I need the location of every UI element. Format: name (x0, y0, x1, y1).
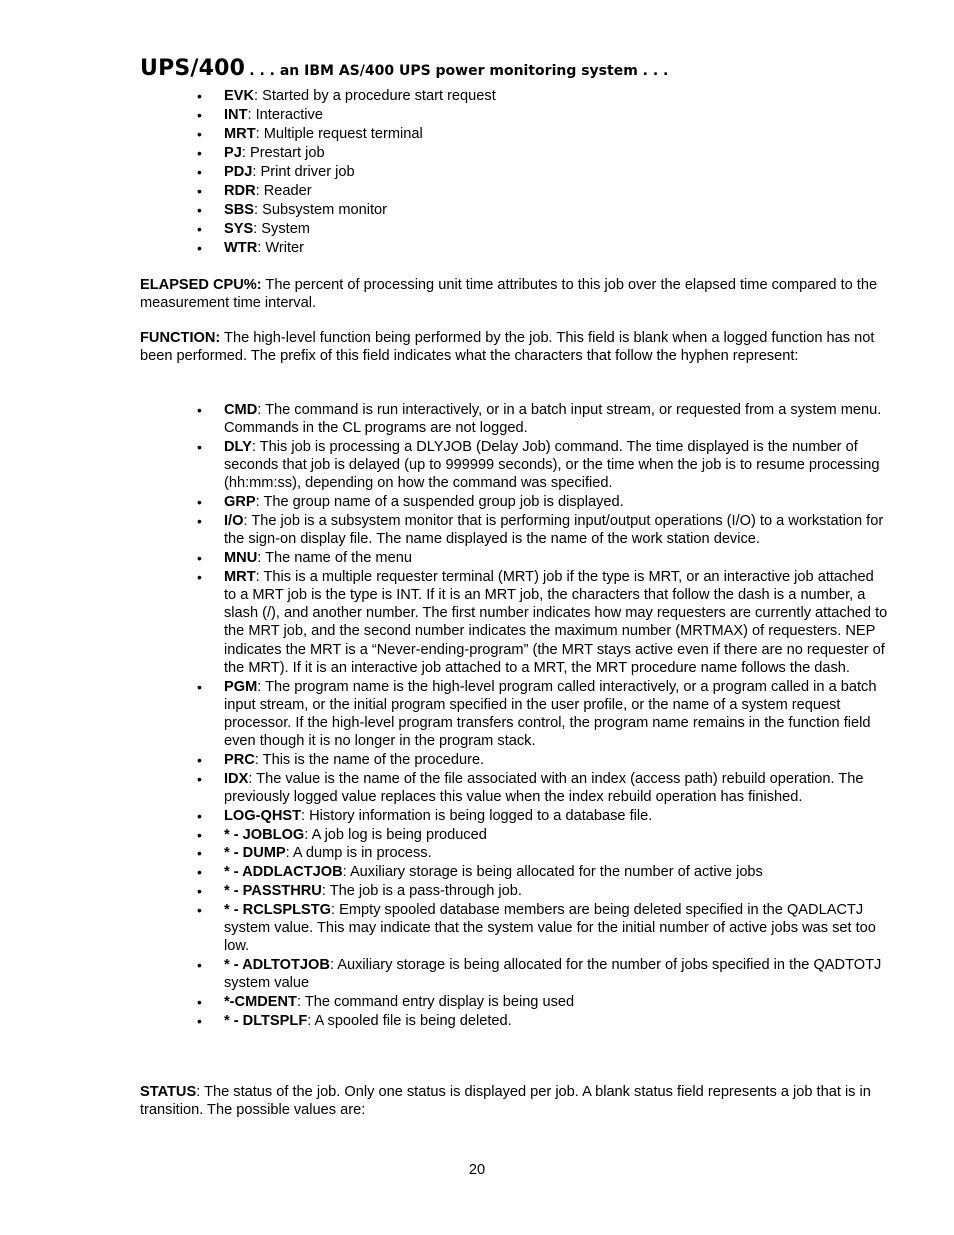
job-type-item-code: SBS (224, 202, 255, 218)
elapsed-cpu-term: ELAPSED CPU%: (140, 277, 262, 293)
job-type-item-desc: : Writer (257, 240, 304, 256)
job-type-item-code: PJ (224, 145, 242, 161)
function-item-desc: : This is a multiple requester terminal (MRT) job if the type is MRT, or an interactive job attached to a MRT job is the type is INT. If it is an MRT job, the characters that follow the dash is a number, a slash (/), and another number. The first number indicates how may requesters are currently attached to the MRT job, and the second number indicates the maximum number (MRTMAX) of requesters. NEP indicates the MRT is a “Never-ending-program” (the MRT stays active even if there are no requester of the MRT). If it is an interactive job attached to a MRT, the MRT procedure name follows the dash. (224, 568, 888, 676)
function-item (140, 568, 888, 677)
job-type-item-code: SYS (224, 221, 254, 237)
function-item (140, 751, 888, 769)
status-text: : The status of the job. Only one status is displayed per job. A blank status field represents a job that is in transition. The possible values are: (140, 1084, 871, 1119)
header-subtitle: . . . an IBM AS/400 UPS power monitoring system . . . (249, 63, 669, 79)
function-item-code: *-CMDENT (224, 994, 297, 1010)
job-type-item (140, 144, 900, 163)
function-item-desc: : Auxiliary storage is being allocated for the number of jobs specified in the QADTOTJ system value (224, 957, 882, 992)
function-item-code: * - DUMP (224, 845, 286, 862)
function-item (140, 770, 888, 806)
job-type-item (140, 106, 900, 125)
page-number: 20 (468, 1162, 486, 1178)
function-item (140, 956, 888, 992)
job-type-item (140, 182, 900, 201)
function-item-desc: : A spooled file is being deleted. (307, 1012, 512, 1029)
job-type-list (140, 87, 900, 258)
function-item-code: GRP (224, 494, 256, 511)
function-item-desc: : The job is a pass-through job. (321, 883, 522, 899)
job-type-item (140, 87, 900, 106)
function-item (140, 549, 888, 567)
job-type-item-code: WTR (224, 240, 258, 256)
function-item (140, 807, 888, 825)
job-type-item (140, 125, 900, 144)
job-type-item-desc: : Prestart job (241, 145, 325, 161)
function-item-code: * - ADLTOTJOB (224, 957, 330, 973)
header-title: UPS/400 (140, 56, 246, 81)
function-item-code: * - JOBLOG (224, 826, 305, 843)
job-type-item (140, 220, 900, 239)
function-item (140, 512, 888, 548)
function-item-desc: : A job log is being produced (304, 826, 487, 843)
function-item-code: PGM (224, 678, 258, 695)
function-item (140, 678, 888, 751)
function-item-desc: : The command entry display is being used (296, 994, 575, 1010)
elapsed-cpu-paragraph (140, 276, 885, 312)
job-type-item (140, 163, 900, 182)
job-type-item-desc: : Reader (255, 183, 312, 199)
function-term: FUNCTION: (140, 330, 221, 346)
function-item-code: MNU (224, 550, 258, 566)
function-item-code: * - DLTSPLF (224, 1012, 308, 1029)
job-type-item-code: RDR (224, 183, 256, 199)
job-type-item-code: MRT (224, 126, 256, 142)
function-item (140, 826, 888, 844)
job-type-item-code: PDJ (224, 164, 253, 180)
function-item-desc: : Empty spooled database members are being deleted specified in the QADLACTJ system value. This may indicate that the system value for the initial number of active jobs was set too low. (224, 901, 876, 955)
function-item (140, 1012, 888, 1030)
function-item-desc: : The name of the menu (257, 550, 412, 566)
function-text: The high-level function being performed by the job. This field is blank when a logged function has not been performed. The prefix of this field indicates what the characters that follow the hyphen represent: (140, 330, 875, 365)
function-item-code: LOG-QHST (224, 807, 302, 824)
document-header (140, 56, 669, 81)
function-item (140, 493, 888, 511)
function-item-code: * - PASSTHRU (224, 883, 322, 899)
function-item-desc: : The group name of a suspended group job is displayed. (255, 494, 624, 511)
function-item-desc: : The command is run interactively, or in a batch input stream, or requested from a system menu. Commands in the CL programs are not logged. (224, 402, 882, 437)
function-item-desc: : The job is a subsystem monitor that is performing input/output operations (I/O) to a workstation for the sign-on display file. The name displayed is the name of the work station device. (224, 513, 884, 548)
function-item (140, 993, 888, 1011)
function-item-code: I/O (224, 513, 244, 529)
status-term: STATUS (140, 1084, 197, 1100)
function-item-code: CMD (224, 402, 258, 418)
function-item (140, 401, 888, 437)
function-item-desc: : The value is the name of the file associated with an index (access path) rebuild operation. The previously logged value replaces this value when the index rebuild operation has finished. (224, 770, 864, 806)
function-item-code: DLY (224, 439, 252, 455)
function-item (140, 901, 888, 956)
function-item-desc: : This is the name of the procedure. (254, 752, 485, 769)
function-item-desc: : The program name is the high-level program called interactively, or a program called in a batch input stream, or the initial program specified in the user profile, or the name of a system request processor. If the high-level program transfers control, the program name remains in the function field even though it is no longer in the program stack. (224, 678, 877, 750)
elapsed-cpu-text: The percent of processing unit time attributes to this job over the elapsed time compared to the measurement time interval. (140, 277, 878, 312)
job-type-item-desc: : Multiple request terminal (255, 126, 423, 142)
function-item-code: MRT (224, 568, 256, 585)
function-item-desc: : A dump is in process. (285, 845, 432, 862)
function-item (140, 844, 888, 862)
function-paragraph (140, 329, 885, 365)
status-paragraph (140, 1083, 885, 1119)
job-type-item-desc: : Subsystem monitor (254, 202, 388, 218)
job-type-item (140, 239, 900, 258)
job-type-item (140, 201, 900, 220)
function-item-code: * - RCLSPLSTG (224, 901, 332, 918)
job-type-item-code: INT (224, 107, 248, 123)
function-item-list (140, 401, 888, 1031)
function-item-desc: : Auxiliary storage is being allocated for the number of active jobs (342, 864, 763, 881)
function-item (140, 882, 888, 900)
function-item-code: IDX (224, 770, 249, 787)
function-item-code: PRC (224, 752, 255, 769)
function-item-code: * - ADDLACTJOB (224, 864, 343, 881)
job-type-item-desc: : Interactive (247, 107, 323, 123)
job-type-item-desc: : Started by a procedure start request (254, 88, 496, 104)
job-type-item-desc: : Print driver job (252, 164, 355, 180)
function-item (140, 438, 888, 493)
job-type-item-desc: : System (253, 221, 310, 237)
job-type-item-code: EVK (224, 88, 255, 104)
function-item-desc: : This job is processing a DLYJOB (Delay Job) command. The time displayed is the number of seconds that job is delayed (up to 999999 seconds), or the time when the job is to resume processing (hh:mm:ss), depending on how the command was specified. (224, 439, 880, 492)
function-item-desc: : History information is being logged to a database file. (301, 807, 653, 824)
function-item (140, 863, 888, 881)
